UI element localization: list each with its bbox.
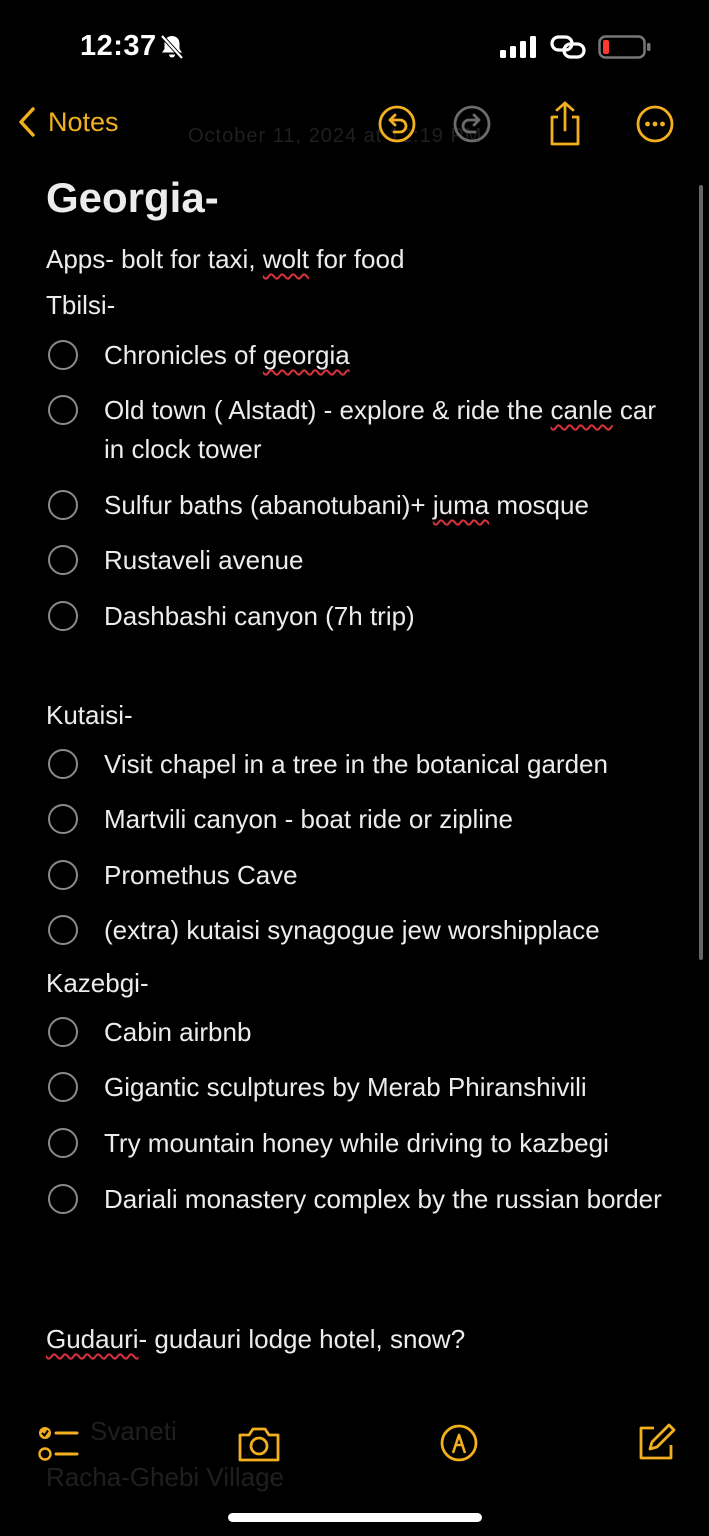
back-button[interactable] (18, 106, 119, 138)
checkbox-circle[interactable] (48, 860, 78, 890)
section-heading-kazbegi: Kazebgi- (46, 968, 149, 998)
camera-button[interactable] (236, 1424, 282, 1464)
redo-button[interactable] (452, 104, 492, 144)
share-button[interactable] (545, 100, 585, 148)
checklist-item-text: Try mountain honey while driving to kazbegi (104, 1128, 609, 1158)
misspelled-word: wolt (262, 244, 310, 274)
chevron-left-icon (18, 106, 36, 138)
gudauri-text: - gudauri lodge hotel, snow? (138, 1324, 466, 1354)
checklist-item-text: Dashbashi canyon (7h trip) (104, 601, 415, 631)
home-indicator[interactable] (228, 1513, 482, 1522)
compose-button[interactable] (637, 1422, 677, 1462)
checklist-item-text: Gigantic sculptures by Merab Phiranshivili (104, 1072, 587, 1102)
status-bar (0, 0, 709, 96)
undo-button[interactable] (377, 104, 417, 144)
section-heading-kutaisi: Kutaisi- (46, 700, 133, 730)
checkbox-circle[interactable] (48, 340, 78, 370)
faded-note-line: Racha-Ghebi Village (46, 1462, 284, 1492)
checkbox-circle[interactable] (48, 395, 78, 425)
checklist-item-text: Promethus Cave (104, 860, 298, 890)
cellular-signal-icon (500, 36, 538, 58)
checkbox-circle[interactable] (48, 915, 78, 945)
link-icon (550, 34, 586, 60)
misspelled-word: Gudauri (46, 1324, 139, 1354)
checklist-item-text: Old town ( Alstadt) - explore & ride the canle car in clock tower (104, 395, 657, 464)
checklist-item-text: Martvili canyon - boat ride or zipline (104, 804, 513, 834)
gudauri-line (46, 1324, 465, 1355)
checkbox-circle[interactable] (48, 749, 78, 779)
checkbox-circle[interactable] (48, 804, 78, 834)
back-label: Notes (48, 106, 119, 137)
checklist-item-text: Cabin airbnb (104, 1017, 252, 1047)
checkbox-circle[interactable] (48, 1017, 78, 1047)
checklist-item-text: Chronicles of georgia (104, 340, 350, 370)
section-heading-tbilisi: Tbilsi- (46, 290, 116, 320)
apps-text-end: for food (309, 244, 405, 274)
navigation-bar (0, 96, 709, 160)
checkbox-circle[interactable] (48, 601, 78, 631)
checklist-item-text: Rustaveli avenue (104, 545, 304, 575)
battery-icon (598, 34, 652, 60)
checkbox-circle[interactable] (48, 545, 78, 575)
note-date: October 11, 2024 at 12:19 PM (188, 125, 483, 147)
checkbox-circle[interactable] (48, 1072, 78, 1102)
checkbox-circle[interactable] (48, 1184, 78, 1214)
silent-mode-icon (158, 34, 186, 60)
checkbox-circle[interactable] (48, 1128, 78, 1158)
bottom-toolbar (0, 1400, 709, 1500)
markup-button[interactable] (439, 1423, 479, 1463)
apps-text: Apps- bolt for taxi, (46, 244, 263, 274)
checklist-item-text: Sulfur baths (abanotubani)+ juma mosque (104, 490, 589, 520)
checklist-item-text: (extra) kutaisi synagogue jew worshipplace (104, 915, 600, 945)
checkbox-circle[interactable] (48, 490, 78, 520)
apps-line (46, 244, 404, 275)
status-time: 12:37 (80, 30, 157, 62)
checklist-item-text: Dariali monastery complex by the russian border (104, 1184, 662, 1214)
scrollbar[interactable] (699, 185, 703, 960)
more-options-button[interactable] (635, 104, 675, 144)
note-title: Georgia- (46, 174, 219, 221)
checklist-item-text: Visit chapel in a tree in the botanical garden (104, 749, 608, 779)
faded-note-line: Svaneti (90, 1416, 177, 1446)
checklist-button[interactable] (37, 1424, 79, 1464)
